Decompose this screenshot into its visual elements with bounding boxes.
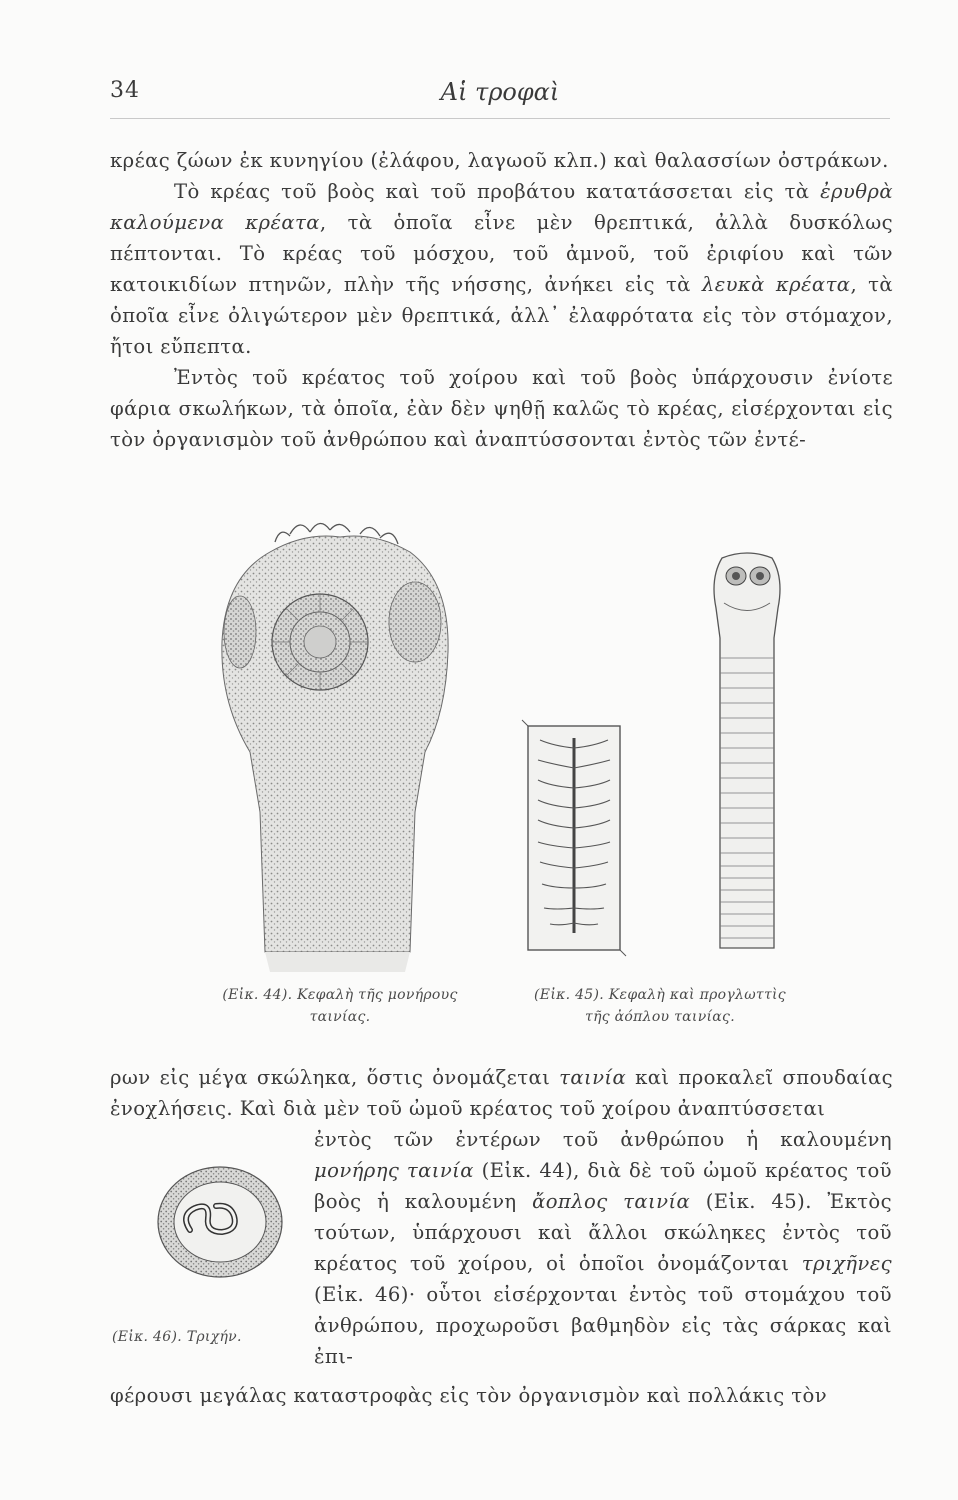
last-line: φέρουσι μεγάλας καταστροφὰς εἰς τὸν ὀργανισμὸν καὶ πολλάκις τὸν bbox=[110, 1384, 828, 1407]
figure-45-proglottid bbox=[514, 718, 634, 958]
body-text-top bbox=[110, 145, 893, 455]
paragraph-4: ρων εἰς μέγα σκώληκα, ὅστις ὀνομάζεται ταινία καὶ προκαλεῖ σπουδαίας ἐνοχλήσεις. Καὶ διὰ μὲν τοῦ ὠμοῦ κρέατος τοῦ χοίρου ἀναπτύσσεται bbox=[110, 1066, 893, 1120]
paragraph-4-continued: ἐντὸς τῶν ἐντέρων τοῦ ἀνθρώπου ἡ καλουμένη μονήρης ταινία (Εἰκ. 44), διὰ δὲ τοῦ ὠμοῦ κρέατος τοῦ βοὸς ἡ καλουμένη ἄοπλος ταινία (Εἰκ. 45). Ἐκτὸς τούτων, ὑπάρχουσι καὶ ἄλλοι σκώληκες ἐντὸς τοῦ κρέατος τοῦ χοίρου, οἱ ὁποῖοι ὀνομάζονται τριχῆνες (Εἰκ. 46)· οὗτοι εἰσέρχονται ἐντὸς τοῦ στομάχου τοῦ ἀνθρώπου, προχωροῦσι βαθμηδὸν εἰς τὰς σάρκας καὶ ἐπι- bbox=[314, 1128, 892, 1368]
body-text-middle bbox=[110, 1062, 893, 1124]
figure-45-head bbox=[692, 548, 802, 960]
paragraph-2: Τὸ κρέας τοῦ βοὸς καὶ τοῦ προβάτου κατατάσσεται εἰς τὰ ἐρυθρὰ καλούμενα κρέατα, τὰ ὁποῖα εἶνε μὲν θρεπτικά, ἀλλὰ δυσκόλως πέπτονται. Τὸ κρέας τοῦ μόσχου, τοῦ ἀμνοῦ, τοῦ ἐριφίου καὶ τῶν κατοικιδίων πτηνῶν, πλὴν τῆς νήσσης, ἀνήκει εἰς τὰ λευκὰ κρέατα, τὰ ὁποῖα εἶνε ὀλιγώτερον μὲν θρεπτικά, ἀλλ᾽ ἐλαφρότατα εἰς τὸν στόμαχον, ἤτοι εὔπεπτα. bbox=[110, 180, 893, 358]
body-text-wrapped bbox=[314, 1124, 892, 1372]
running-title: Αἱ τροφαὶ bbox=[440, 78, 560, 106]
figure-44-illustration bbox=[210, 512, 470, 977]
paragraph-1: κρέας ζώων ἐκ κυνηγίου (ἐλάφου, λαγωοῦ κλπ.) καὶ θαλασσίων ὀστράκων. bbox=[110, 149, 889, 172]
figure-46-illustration bbox=[150, 1160, 290, 1285]
paragraph-3: Ἐντὸς τοῦ κρέατος τοῦ χοίρου καὶ τοῦ βοὸς ὑπάρχουσιν ἐνίοτε φάρια σκωλήκων, τὰ ὁποῖα, ἐὰν δὲν ψηθῇ καλῶς τὸ κρέας, εἰσέρχονται εἰς τὸν ὀργανισμὸν τοῦ ἀνθρώπου καὶ ἀναπτύσσονται ἐντὸς τῶν ἐντέ- bbox=[110, 366, 893, 451]
figure-45-caption: (Εἰκ. 45). Κεφαλὴ καὶ προγλωττὶς τῆς ἀόπλου ταινίας. bbox=[534, 987, 786, 1025]
page-header bbox=[110, 78, 890, 112]
page-number: 34 bbox=[110, 78, 140, 103]
header-rule bbox=[110, 118, 890, 119]
figure-46-caption: (Εἰκ. 46). Τριχήν. bbox=[112, 1329, 242, 1345]
figure-44-caption: (Εἰκ. 44). Κεφαλὴ τῆς μονήρους ταινίας. bbox=[222, 987, 458, 1025]
